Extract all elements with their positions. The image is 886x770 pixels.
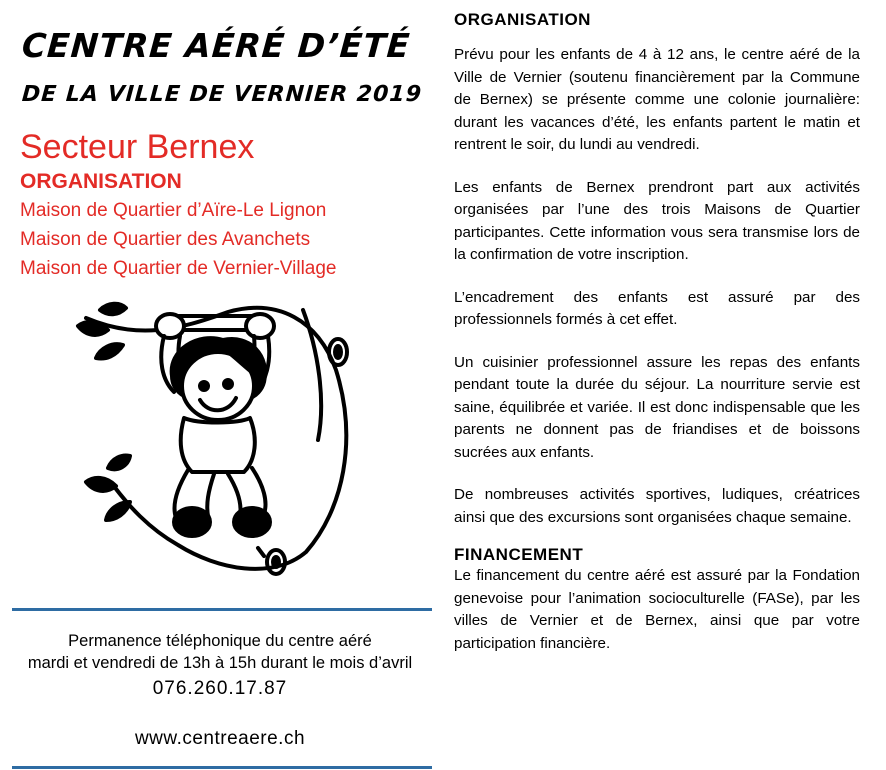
maison-item: Maison de Quartier d’Aïre-Le Lignon bbox=[20, 200, 327, 221]
child-on-swing-illustration bbox=[68, 290, 368, 590]
left-column bbox=[0, 0, 440, 770]
website-link[interactable]: www.centreaere.ch bbox=[134, 728, 306, 749]
phone-hours-line2: mardi et vendredi de 13h à 15h durant le mois d’avril bbox=[27, 654, 413, 672]
sector-title: Secteur Bernex bbox=[20, 128, 255, 166]
organisation-label: ORGANISATION bbox=[20, 170, 182, 193]
maison-item: Maison de Quartier de Vernier-Village bbox=[20, 258, 337, 279]
maison-item: Maison de Quartier des Avanchets bbox=[20, 229, 311, 250]
main-title: CENTRE AÉRÉ D’ÉTÉ bbox=[20, 26, 412, 65]
financement-heading: FINANCEMENT bbox=[454, 545, 584, 564]
organisation-paragraph: Les enfants de Bernex prendront part aux activités organisées par l’une des trois Maisons de Quartier participantes. Cette information vous sera transmise lors de la confirmation de votre inscription. bbox=[454, 178, 860, 263]
financement-paragraph: Le financement du centre aéré est assuré par la Fondation genevoise pour l’animation socioculturelle (FASe), par les villes de Vernier et de Bernex, ainsi que par votre participation financière. bbox=[454, 567, 860, 652]
right-column bbox=[454, 10, 860, 655]
phone-hours-line1: Permanence téléphonique du centre aéré bbox=[68, 632, 372, 650]
main-subtitle: DE LA VILLE DE VERNIER 2019 bbox=[21, 82, 423, 107]
organisation-heading: ORGANISATION bbox=[454, 10, 591, 29]
divider-line-bottom bbox=[12, 766, 432, 769]
organisation-paragraph: L’encadrement des enfants est assuré par des professionnels formés à cet effet. bbox=[454, 288, 860, 328]
organisation-paragraph: Prévu pour les enfants de 4 à 12 ans, le centre aéré de la Ville de Vernier (soutenu financièrement par la Commune de Bernex) se présente comme une colonie journalière: durant les vacances d’été, les enfants partent le matin et rentrent le soir, du lundi au vendredi. bbox=[454, 46, 860, 153]
maisons-list bbox=[20, 196, 337, 283]
phone-info bbox=[0, 630, 440, 702]
divider-line bbox=[12, 608, 432, 611]
phone-number: 076.260.17.87 bbox=[152, 678, 288, 699]
organisation-paragraph: De nombreuses activités sportives, ludiques, créatrices ainsi que des excursions sont organisées chaque semaine. bbox=[454, 486, 860, 526]
organisation-paragraph: Un cuisinier professionnel assure les repas des enfants pendant toute la durée du séjour. La nourriture servie est saine, équilibrée et variée. Il est donc indispensable que les parents ne donnent pas de friandises et de boissons sucrées aux enfants. bbox=[454, 353, 860, 461]
